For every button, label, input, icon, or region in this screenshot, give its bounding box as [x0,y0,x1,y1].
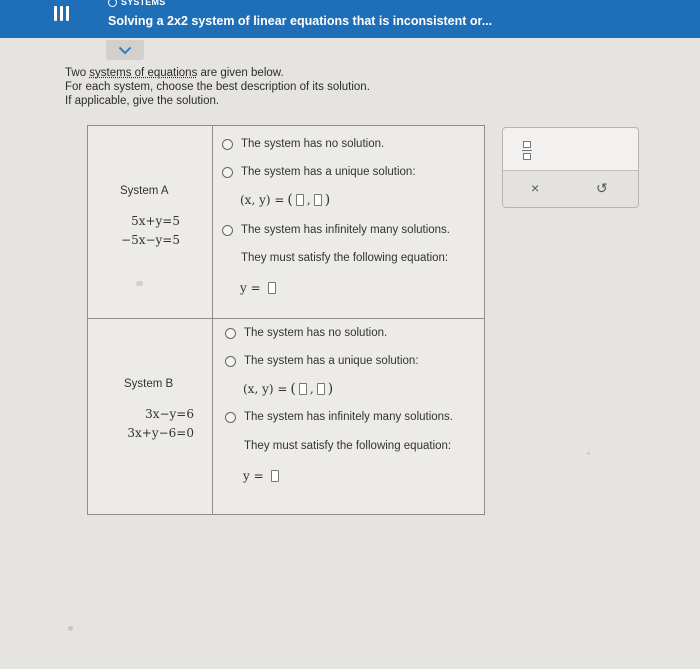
pair-expression: (x, y) = [243,382,288,396]
problem-intro [65,66,370,108]
option-label: The system has no solution. [241,138,385,150]
row-divider [88,318,484,319]
open-paren: ( [287,192,293,208]
close-paren: ) [324,192,331,208]
system-a-unique-answer [240,192,330,208]
comma: , [309,382,314,396]
math-tool-panel [502,127,639,208]
intro-line-3: If applicable, give the solution. [65,95,220,107]
system-a-option-infinite[interactable] [222,224,450,236]
tool-panel-actions [503,170,638,207]
intro-suffix: are given below. [197,67,284,79]
system-a-label: System A [120,185,169,197]
option-label: The system has a unique solution: [244,355,419,367]
y-answer-box[interactable] [317,383,325,395]
intro-line-1 [65,66,370,80]
intro-line-2: For each system, choose the best description of its solution. [65,81,370,93]
radio-button[interactable] [222,139,233,150]
system-a-option-unique[interactable] [222,166,416,178]
y-answer-box[interactable] [314,194,322,206]
option-label: The system has infinitely many solutions. [241,224,451,236]
fraction-icon[interactable] [522,140,532,162]
system-b-option-infinite[interactable] [225,411,453,423]
system-a-infinite-answer [240,281,276,295]
x-answer-box[interactable] [299,383,307,395]
x-answer-box[interactable] [296,194,304,206]
system-b-equations [108,405,194,443]
chevron-down-icon [118,46,132,55]
close-paren: ) [327,381,334,397]
y-expression: y = [240,281,261,295]
radio-button[interactable] [225,412,236,423]
option-label: The system has a unique solution: [241,166,416,178]
radio-button[interactable] [222,225,233,236]
topic-label [108,0,165,7]
system-b-option-unique[interactable] [225,355,419,367]
close-icon[interactable]: × [531,180,540,196]
pair-expression: (x, y) = [240,193,285,207]
system-a-option-no-solution[interactable] [222,138,384,150]
system-b-unique-answer [243,381,333,397]
option-label: The system has infinitely many solutions. [244,411,454,423]
systems-table [87,125,485,515]
header-bar [0,0,700,38]
radio-button[interactable] [225,356,236,367]
system-b-label: System B [124,378,174,390]
column-divider [212,126,213,514]
undo-icon[interactable]: ↺ [596,180,608,196]
system-b-eq2: 3x+y−6=0 [127,426,194,440]
open-paren: ( [290,381,296,397]
comma: , [306,193,311,207]
intro-prefix: Two [65,67,90,79]
page-title: Solving a 2x2 system of linear equations that is inconsistent or... [108,14,493,28]
menu-icon[interactable] [52,6,70,22]
background-speck [587,452,590,455]
system-b-eq1: 3x−y=6 [145,407,194,421]
system-b-infinite-note: They must satisfy the following equation: [244,440,452,452]
system-a-infinite-note: They must satisfy the following equation: [241,252,449,264]
y-equation-box[interactable] [271,470,279,482]
option-label: The system has no solution. [244,327,388,339]
system-a-eq1: 5x+y=5 [131,214,180,228]
background-speck [68,626,73,631]
faint-mark [136,281,143,286]
radio-button[interactable] [225,328,236,339]
system-b-infinite-answer [243,469,279,483]
system-a-eq2: −5x−y=5 [121,233,180,247]
y-equation-box[interactable] [268,282,276,294]
system-b-option-no-solution[interactable] [225,327,387,339]
radio-button[interactable] [222,167,233,178]
system-a-equations [110,212,180,250]
topic-progress-icon [108,0,117,7]
topic-text: SYSTEMS [121,0,166,7]
y-expression: y = [243,469,264,483]
definition-link[interactable]: systems of equations [89,67,198,79]
collapse-toggle[interactable] [106,40,144,60]
